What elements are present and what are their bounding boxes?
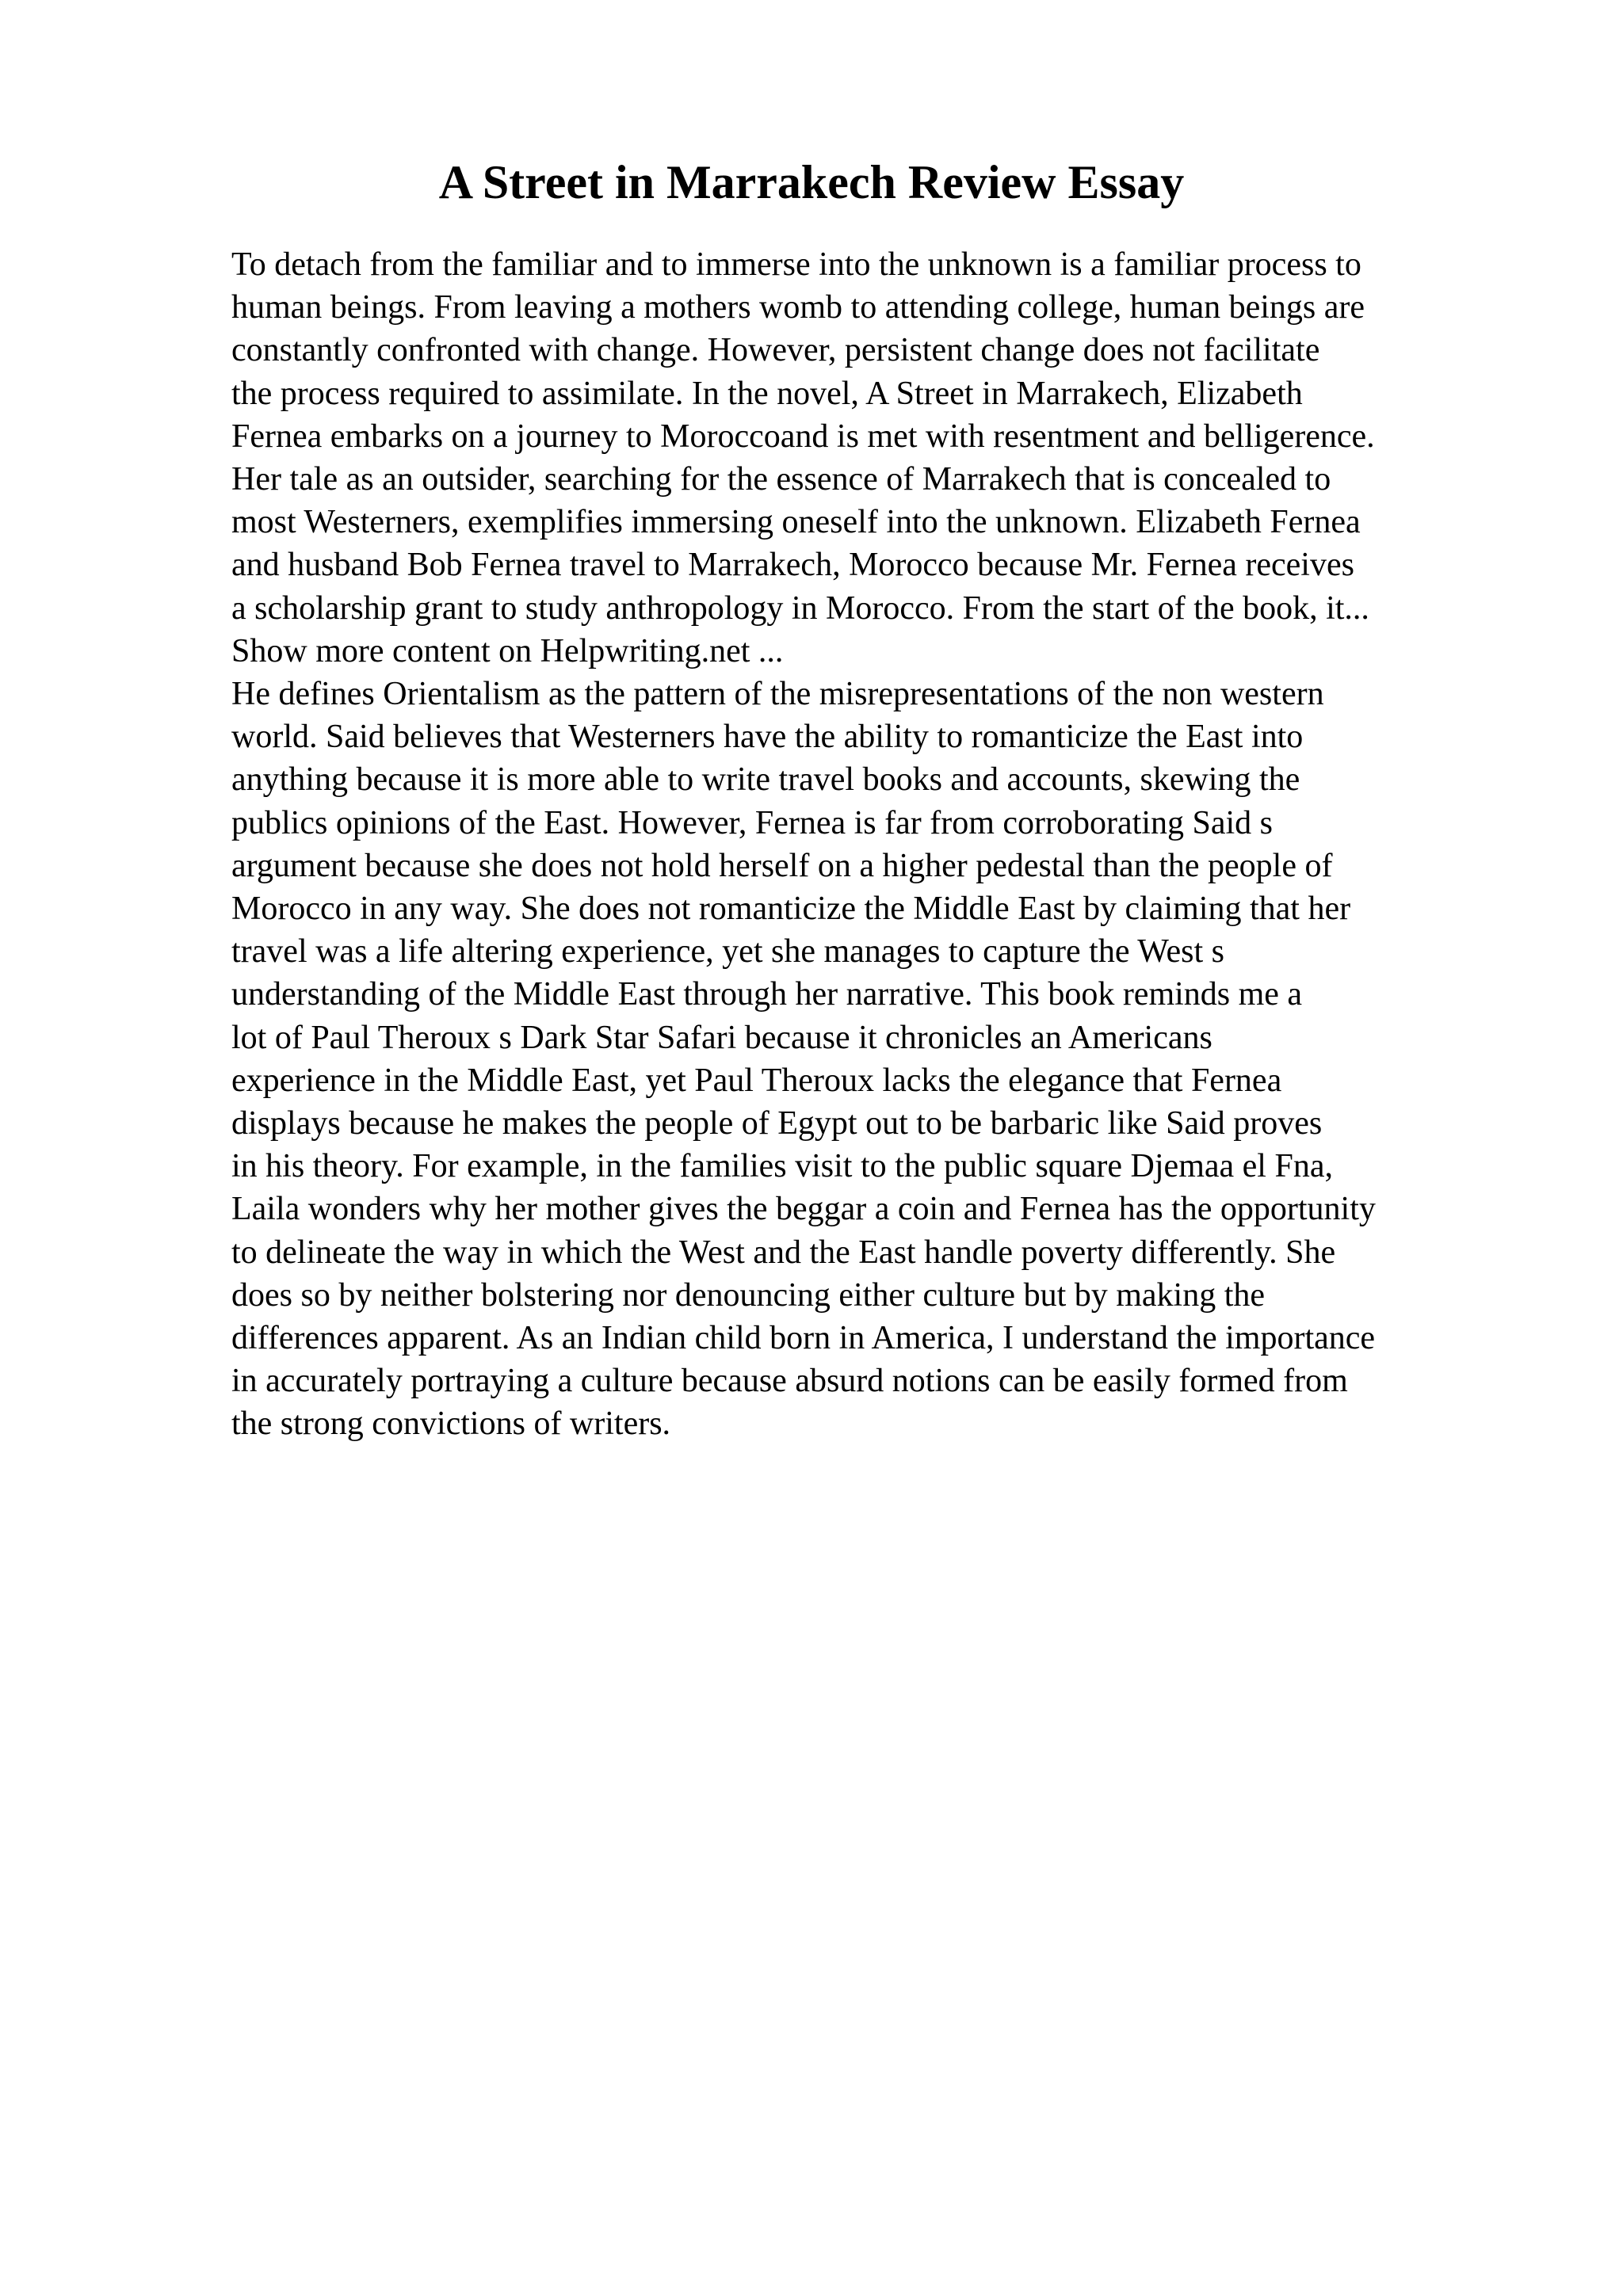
essay-line: publics opinions of the East. However, Fernea is far from corroborating Said s <box>231 804 1273 841</box>
essay-line: the strong convictions of writers. <box>231 1405 671 1443</box>
essay-line: Fernea embarks on a journey to Moroccoand is met with resentment and belligerence. <box>231 418 1375 455</box>
essay-line: a scholarship grant to study anthropology in Morocco. From the start of the book, it... <box>231 589 1369 627</box>
essay-line: lot of Paul Theroux s Dark Star Safari because it chronicles an Americans <box>231 1019 1212 1056</box>
essay-line: in accurately portraying a culture because absurd notions can be easily formed from <box>231 1363 1348 1400</box>
essay-line: to delineate the way in which the West and the East handle poverty differently. She <box>231 1234 1336 1271</box>
document-title: A Street in Marrakech Review Essay <box>438 156 1185 208</box>
essay-line: constantly confronted with change. However, persistent change does not facilitate <box>231 332 1320 369</box>
essay-line: the process required to assimilate. In the novel, A Street in Marrakech, Elizabeth <box>231 375 1303 412</box>
essay-line: To detach from the familiar and to immerse into the unknown is a familiar process to <box>231 246 1361 283</box>
essay-line: Morocco in any way. She does not romanticize the Middle East by claiming that her <box>231 891 1351 928</box>
essay-line: differences apparent. As an Indian child born in America, I understand the importance <box>231 1320 1376 1357</box>
show-more-line: Show more content on Helpwriting.net ... <box>231 632 784 669</box>
essay-line: understanding of the Middle East through her narrative. This book reminds me a <box>231 976 1303 1013</box>
essay-line: anything because it is more able to write travel books and accounts, skewing the <box>231 761 1300 799</box>
essay-body <box>231 243 1515 1446</box>
essay-line: does so by neither bolstering nor denouncing either culture but by making the <box>231 1276 1266 1314</box>
essay-line: Her tale as an outsider, searching for the essence of Marrakech that is concealed to <box>231 461 1331 498</box>
essay-line: human beings. From leaving a mothers womb to attending college, human beings are <box>231 289 1365 326</box>
essay-line: argument because she does not hold herself on a higher pedestal than the people of <box>231 847 1333 884</box>
essay-line: most Westerners, exemplifies immersing oneself into the unknown. Elizabeth Fernea <box>231 504 1361 541</box>
essay-line: Laila wonders why her mother gives the beggar a coin and Fernea has the opportunity <box>231 1191 1376 1228</box>
essay-line: and husband Bob Fernea travel to Marrakech, Morocco because Mr. Fernea receives <box>231 547 1354 584</box>
essay-line: displays because he makes the people of Egypt out to be barbaric like Said proves <box>231 1105 1323 1142</box>
essay-line: He defines Orientalism as the pattern of the misrepresentations of the non western <box>231 676 1324 713</box>
essay-line: world. Said believes that Westerners have the ability to romanticize the East into <box>231 719 1304 756</box>
essay-line: in his theory. For example, in the families visit to the public square Djemaa el Fna, <box>231 1148 1333 1185</box>
essay-line: experience in the Middle East, yet Paul Theroux lacks the elegance that Fernea <box>231 1062 1282 1099</box>
essay-line: travel was a life altering experience, yet she manages to capture the West s <box>231 933 1224 971</box>
